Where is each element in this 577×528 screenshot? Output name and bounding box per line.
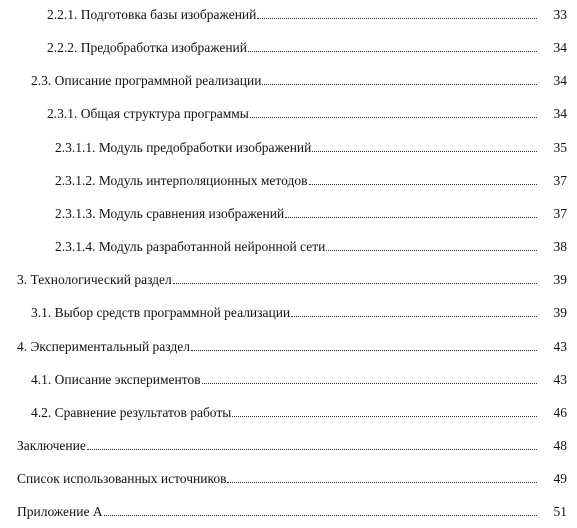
toc-entry-title: 4. Экспериментальный раздел bbox=[17, 339, 190, 354]
toc-page-number: 34 bbox=[553, 40, 567, 55]
toc-entry-title: 2.3.1. Общая структура программы bbox=[47, 106, 249, 121]
toc-entry[interactable] bbox=[0, 3, 577, 23]
toc-entry-title: Список использованных источников bbox=[17, 471, 227, 486]
toc-entry-title: 3.1. Выбор средств программной реализации bbox=[31, 305, 291, 320]
toc-leader-dots bbox=[291, 316, 537, 317]
toc-page-number: 49 bbox=[553, 471, 567, 486]
toc-entry-title: 2.3.1.1. Модуль предобработки изображений bbox=[55, 140, 312, 155]
toc-entry-title: 2.3.1.2. Модуль интерполяционных методов bbox=[55, 173, 308, 188]
toc-entry[interactable] bbox=[0, 169, 577, 189]
toc-entry[interactable] bbox=[0, 368, 577, 388]
toc-leader-dots bbox=[202, 383, 537, 384]
toc-leader-dots bbox=[262, 84, 537, 85]
toc-leader-dots bbox=[191, 350, 537, 351]
toc-entry[interactable] bbox=[0, 36, 577, 56]
toc-leader-dots bbox=[173, 283, 537, 284]
toc-page-number: 33 bbox=[553, 7, 567, 22]
toc-entry-title: 2.3.1.4. Модуль разработанной нейронной сети bbox=[55, 239, 326, 254]
toc-page-number: 43 bbox=[553, 339, 567, 354]
toc-entry-title: 2.3.1.3. Модуль сравнения изображений bbox=[55, 206, 285, 221]
toc-page-number: 43 bbox=[553, 372, 567, 387]
toc-leader-dots bbox=[227, 482, 537, 483]
toc-entry[interactable] bbox=[0, 202, 577, 222]
toc-page-number: 38 bbox=[553, 239, 567, 254]
toc-entry[interactable] bbox=[0, 69, 577, 89]
toc-leader-dots bbox=[257, 18, 537, 19]
toc-page-number: 39 bbox=[553, 305, 567, 320]
toc-entry-title: 2.3. Описание программной реализации bbox=[31, 73, 262, 88]
toc-leader-dots bbox=[250, 117, 537, 118]
toc-page-number: 37 bbox=[553, 206, 567, 221]
toc-entry[interactable] bbox=[0, 136, 577, 156]
toc-leader-dots bbox=[248, 51, 537, 52]
toc-page-number: 39 bbox=[553, 272, 567, 287]
toc-page-number: 34 bbox=[553, 73, 567, 88]
toc-leader-dots bbox=[312, 151, 537, 152]
toc-page-number: 46 bbox=[553, 405, 567, 420]
toc-entry[interactable] bbox=[0, 500, 577, 520]
toc-entry[interactable] bbox=[0, 335, 577, 355]
toc-entry-title: Заключение bbox=[17, 438, 86, 453]
toc-leader-dots bbox=[232, 416, 537, 417]
toc-entry-title: 2.2.1. Подготовка базы изображений bbox=[47, 7, 257, 22]
toc-page-number: 48 bbox=[553, 438, 567, 453]
toc-page-number: 35 bbox=[553, 140, 567, 155]
toc-page-number: 37 bbox=[553, 173, 567, 188]
toc-entry-title: 3. Технологический раздел bbox=[17, 272, 172, 287]
toc-entry[interactable] bbox=[0, 102, 577, 122]
toc-entry[interactable] bbox=[0, 467, 577, 487]
toc-entry[interactable] bbox=[0, 434, 577, 454]
toc-leader-dots bbox=[87, 449, 537, 450]
toc-entry[interactable] bbox=[0, 268, 577, 288]
toc-entry[interactable] bbox=[0, 301, 577, 321]
toc-page-number: 34 bbox=[553, 106, 567, 121]
toc-leader-dots bbox=[285, 217, 537, 218]
toc-entry-title: 2.2.2. Предобработка изображений bbox=[47, 40, 248, 55]
toc-leader-dots bbox=[104, 515, 537, 516]
toc-leader-dots bbox=[326, 250, 537, 251]
toc-entry[interactable] bbox=[0, 401, 577, 421]
toc-entry[interactable] bbox=[0, 235, 577, 255]
toc-page-number: 51 bbox=[553, 504, 567, 519]
toc-leader-dots bbox=[309, 184, 538, 185]
toc-entry-title: 4.2. Сравнение результатов работы bbox=[31, 405, 232, 420]
toc-entry-title: 4.1. Описание экспериментов bbox=[31, 372, 201, 387]
toc-entry-title: Приложение А bbox=[17, 504, 103, 519]
